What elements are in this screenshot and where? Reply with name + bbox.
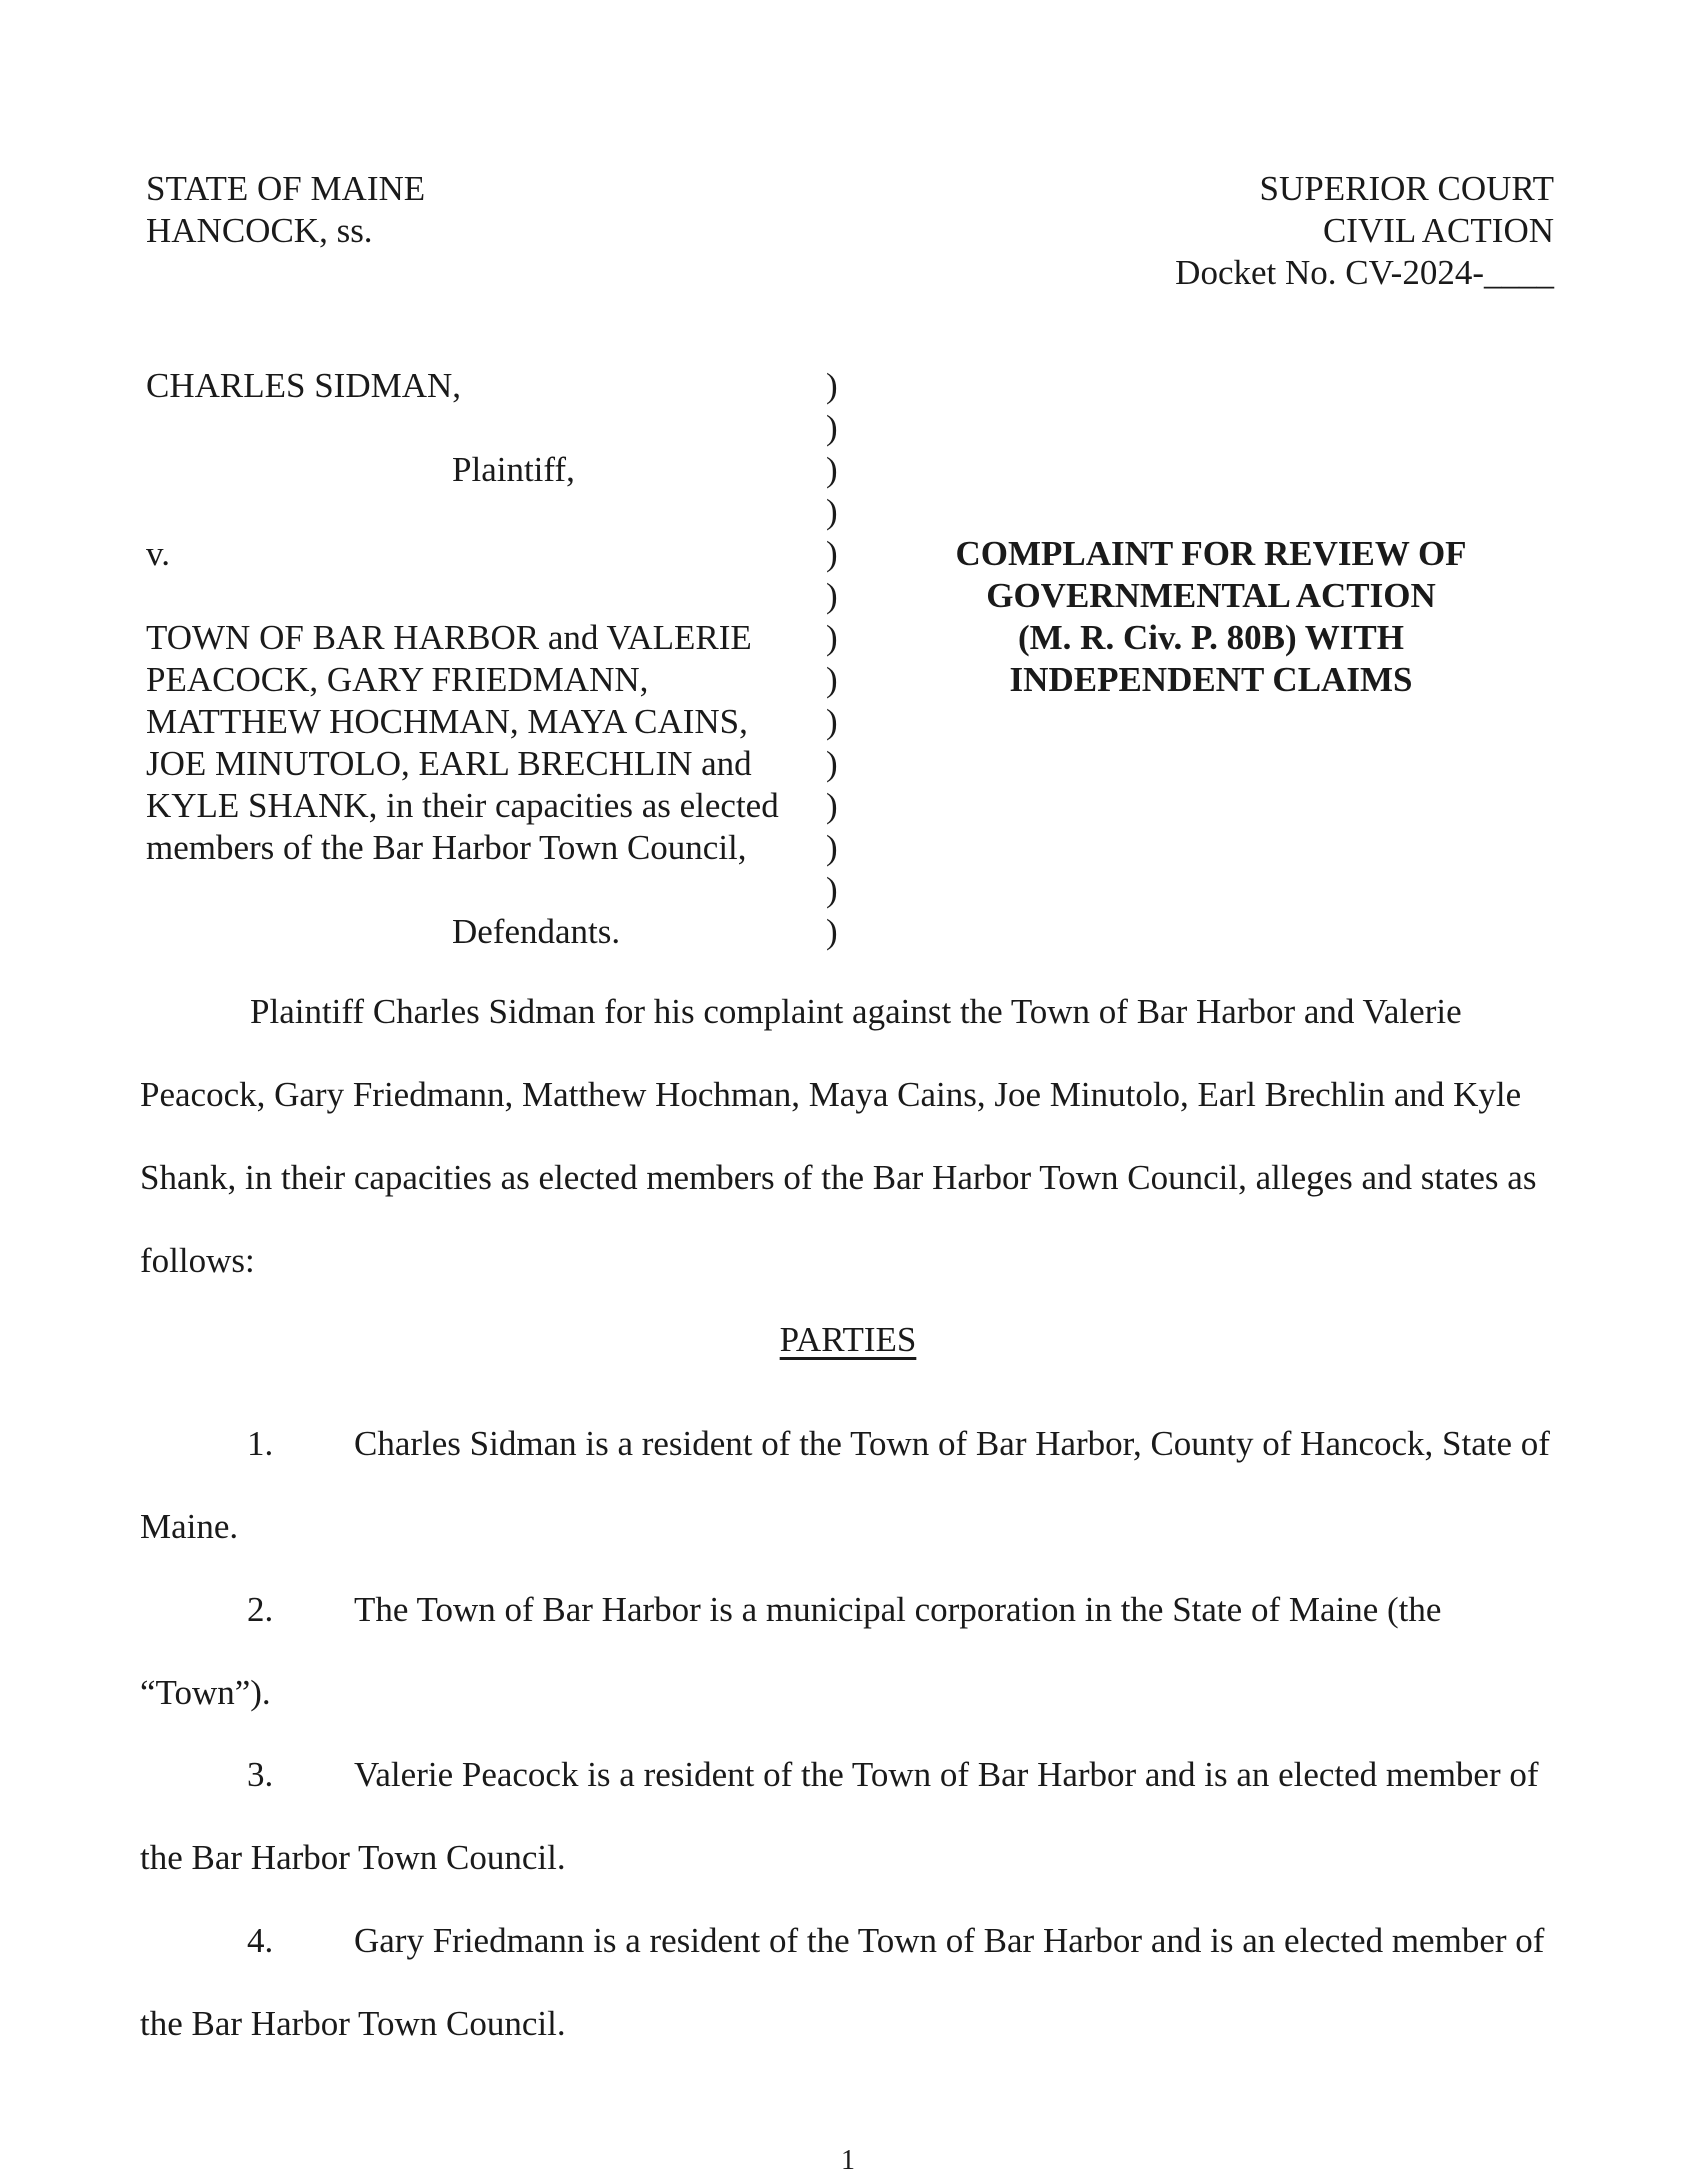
paren: ) (826, 786, 838, 825)
state-line: STATE OF MAINE (146, 169, 426, 208)
numbered-paragraph (140, 1899, 1560, 2065)
paragraph-text: The Town of Bar Harbor is a municipal corporation in the State of Maine (the “Town”). (140, 1590, 1442, 1712)
defendant-line: MATTHEW HOCHMAN, MAYA CAINS, (146, 702, 748, 741)
docket-line: Docket No. CV-2024-____ (1175, 253, 1554, 292)
paren: ) (826, 618, 838, 657)
paragraph-text: Charles Sidman is a resident of the Town of Bar Harbor, County of Hancock, State of Maine. (140, 1424, 1550, 1546)
paren: ) (826, 366, 838, 405)
title-line: GOVERNMENTAL ACTION (986, 576, 1436, 615)
paren: ) (826, 450, 838, 489)
numbered-paragraph (140, 1733, 1560, 1899)
court-header-right (1175, 168, 1554, 294)
paragraph-text: Valerie Peacock is a resident of the Town of Bar Harbor and is an elected member of the Bar Harbor Town Council. (140, 1755, 1539, 1877)
page-number: 1 (841, 2145, 855, 2176)
paragraph-number: 2. (247, 1590, 274, 1629)
defendant-line: KYLE SHANK, in their capacities as elected (146, 786, 779, 825)
numbered-paragraph (140, 1568, 1560, 1734)
court-header-left (146, 168, 425, 252)
paragraph-number: 4. (247, 1921, 274, 1960)
paren: ) (826, 660, 838, 699)
versus: v. (146, 534, 170, 573)
document-title (906, 533, 1516, 701)
title-line: INDEPENDENT CLAIMS (1009, 660, 1413, 699)
defendant-line: PEACOCK, GARY FRIEDMANN, (146, 660, 649, 699)
intro-paragraph: Plaintiff Charles Sidman for his complaint against the Town of Bar Harbor and Valerie Peacock, Gary Friedmann, Matthew Hochman, Maya Cains, Joe Minutolo, Earl Brechlin and Kyle Shank, in their capacities as elected members of the Bar Harbor Town Council, alleges and states as follows: (140, 992, 1537, 1280)
paren: ) (826, 744, 838, 783)
defendant-line: TOWN OF BAR HARBOR and VALERIE (146, 618, 752, 657)
paren: ) (826, 534, 838, 573)
case-caption (146, 365, 779, 953)
paren: ) (826, 576, 838, 615)
plaintiff-name: CHARLES SIDMAN, (146, 366, 462, 405)
caption-divider (826, 365, 856, 953)
paragraph-text: Gary Friedmann is a resident of the Town of Bar Harbor and is an elected member of the Bar Harbor Town Council. (140, 1921, 1545, 2043)
defendants-label: Defendants. (452, 912, 621, 951)
action-line: CIVIL ACTION (1322, 211, 1554, 250)
defendant-line: JOE MINUTOLO, EARL BRECHLIN and (146, 744, 752, 783)
numbered-paragraph (140, 1402, 1560, 1568)
paren: ) (826, 870, 838, 909)
paren: ) (826, 408, 838, 447)
court-line: SUPERIOR COURT (1259, 169, 1554, 208)
title-line: COMPLAINT FOR REVIEW OF (955, 534, 1467, 573)
plaintiff-label: Plaintiff, (452, 450, 575, 489)
paren: ) (826, 912, 838, 951)
defendant-line: members of the Bar Harbor Town Council, (146, 828, 747, 867)
paren: ) (826, 828, 838, 867)
paragraph-number: 3. (247, 1755, 274, 1794)
parties-heading: PARTIES (779, 1320, 917, 1359)
paragraph-number: 1. (247, 1424, 274, 1463)
paren: ) (826, 492, 838, 531)
county-line: HANCOCK, ss. (146, 211, 373, 250)
paren: ) (826, 702, 838, 741)
title-line: (M. R. Civ. P. 80B) WITH (1017, 618, 1404, 657)
